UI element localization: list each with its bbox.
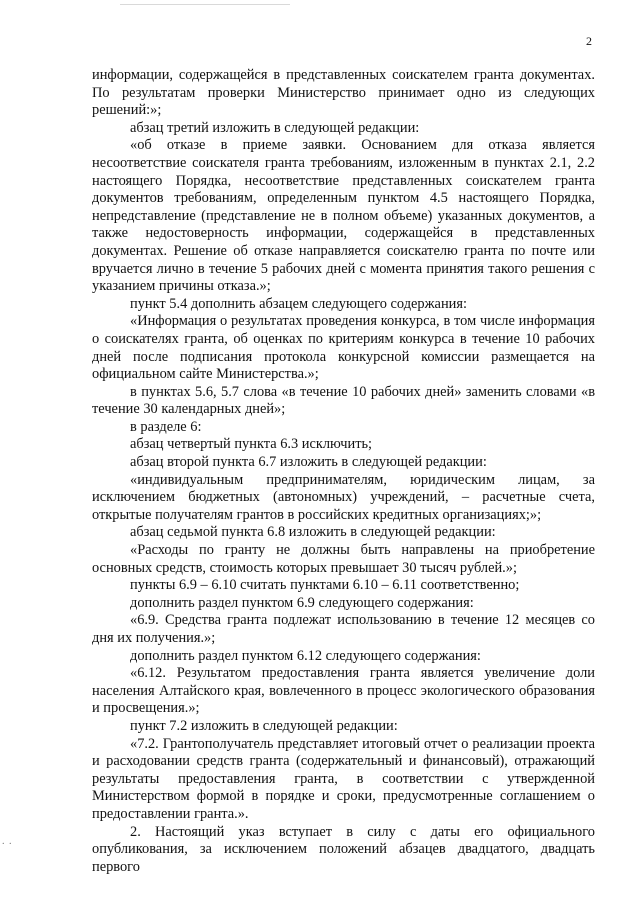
paragraph-8: абзац четвертый пункта 6.3 исключить; [130, 436, 373, 453]
paragraph-2: абзац третий изложить в следующей редакции: [130, 119, 420, 136]
paragraph-16: дополнить раздел пунктом 6.12 следующего содержания: [130, 647, 481, 664]
paragraph-14: дополнить раздел пунктом 6.9 следующего содержания: [130, 594, 474, 611]
document-body [92, 67, 595, 876]
paragraph-12: «Расходы по гранту не должны быть направлены на приобретение основных средств, стоимость которых превышает 30 тысяч рублей.»; [92, 542, 595, 576]
paragraph-15: «6.9. Средства гранта подлежат использованию в течение 12 месяцев со дня их получения.»; [92, 612, 595, 646]
paragraph-1: информации, содержащейся в представленных соискателем гранта документах. По результатам проверки Министерство принимает одно из следующих решений:»; [92, 67, 595, 119]
paragraph-4: пункт 5.4 дополнить абзацем следующего содержания: [130, 295, 467, 312]
scan-artifact: . . [2, 836, 13, 847]
paragraph-6: в пунктах 5.6, 5.7 слова «в течение 10 рабочих дней» заменить словами «в течение 30 календарных дней»; [92, 383, 595, 418]
paragraph-7: в разделе 6: [130, 418, 202, 435]
paragraph-17: «6.12. Результатом предоставления гранта является увеличение доли населения Алтайского края, вовлеченного в процесс экологического образования и просвещения.»; [92, 665, 595, 717]
paragraph-5: «Информация о результатах проведения конкурса, в том числе информация о соискателях гранта, об оценках по критериям конкурса в течение 10 рабочих дней после подписания протокола конкурсной комиссии размещается на официальном сайте Министерства.»; [92, 313, 595, 383]
paragraph-19: «7.2. Грантополучатель представляет итоговый отчет о реализации проекта и расходовании средств гранта (содержательный и финансовый), отражающий результаты предоставления гранта, в соответствии с утвержденной Министерством формой в порядке и сроки, предусмотренные соглашением о предоставлении гранта.». [92, 735, 595, 822]
top-rule [120, 4, 290, 5]
paragraph-11: абзац седьмой пункта 6.8 изложить в следующей редакции: [130, 524, 496, 541]
paragraph-10: «индивидуальным предпринимателям, юридическим лицам, за исключением бюджетных (автономных) учреждений, – расчетные счета, открытые получателям грантов в российских кредитных организациях;»; [92, 471, 595, 523]
paragraph-20: 2. Настоящий указ вступает в силу с даты его официального опубликования, за исключением положений абзацев двадцатого, двадцать первого [92, 823, 595, 875]
paragraph-9: абзац второй пункта 6.7 изложить в следующей редакции: [130, 454, 487, 471]
paragraph-3: «об отказе в приеме заявки. Основанием для отказа является несоответствие соискателя гранта требованиям, изложенным в пунктах 2.1, 2.2 настоящего Порядка, несоответствие представленных соискателем гранта документов требованиям, определенным пунктом 4.5 настоящего Порядка, непредставление (представление не в полном объеме) указанных документов, а также недостоверность информации, содержащейся в представленных документах. Решение об отказе направляется соискателю гранта по почте или вручается лично в течение 5 рабочих дней с момента принятия такого решения с указанием причины отказа.»; [92, 137, 595, 295]
paragraph-13: пункты 6.9 – 6.10 считать пунктами 6.10 – 6.11 соответственно; [130, 577, 520, 594]
paragraph-18: пункт 7.2 изложить в следующей редакции: [130, 717, 398, 734]
page-number: 2 [586, 34, 592, 48]
